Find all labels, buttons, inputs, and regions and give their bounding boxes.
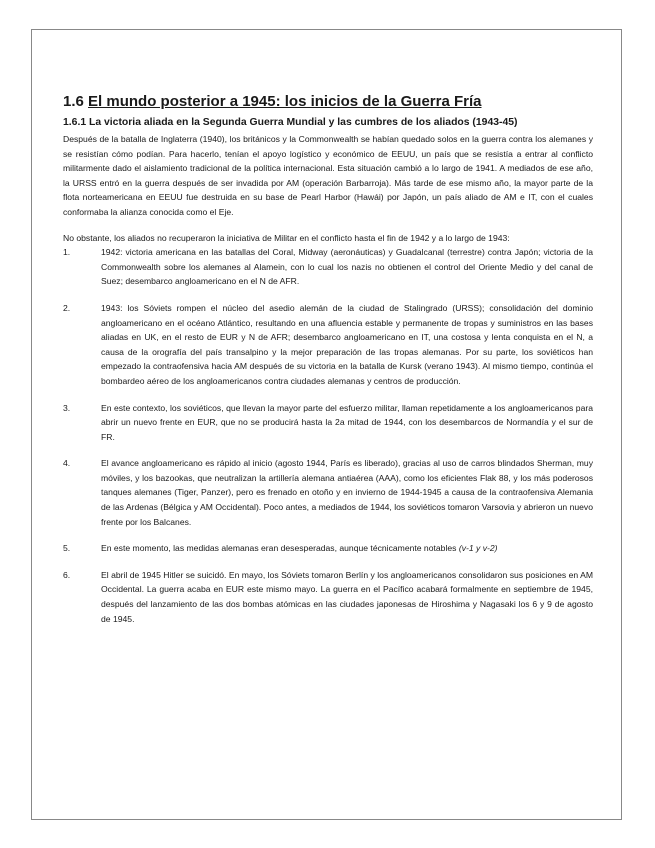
numbered-list bbox=[63, 245, 593, 626]
list-item-number: 6. bbox=[63, 569, 71, 580]
list-item-text: 1943: los Sóviets rompen el núcleo del asedio alemán de la ciudad de Stalingrado (URSS); consolidación del dominio angloamericano en el océano Atlántico, resultando en una afluencia estable y permanente de tropas y suministros en las bases aliadas en UK, en el resto de EUR y N de AFR; desembarco angloamericano en IT, una costosa y lenta conquista en el N, a causa de la orografía del país transalpino y la mejor preparación de las tropas alemanas. Por su parte, los soviéticos han empezado la contraofensiva hacia AM después de su victoria en la batalla de Kursk (verano 1943). Al mismo tiempo, continúa el bombardeo aéreo de los angloamericanos contra ciudades alemanas y centros de producción. bbox=[101, 302, 593, 386]
section-title: El mundo posterior a 1945: los inicios de la Guerra Fría bbox=[88, 93, 482, 110]
list-item-italic-text: (v-1 y v-2) bbox=[458, 543, 498, 554]
subsection-heading: 1.6.1 La victoria aliada en la Segunda Guerra Mundial y las cumbres de los aliados (1943-45) bbox=[63, 117, 518, 128]
intro-paragraph: Después de la batalla de Inglaterra (1940), los británicos y la Commonwealth se habían quedado solos en la guerra contra los alemanes y se resistían cómo podían. Para hacerlo, tenían el apoyo logístico y económico de EEUU, un país que se resistía a entrar al conflicto militarmente dado el aislamiento tradicional de la política internacional. Esta situación cambió a lo largo de 1941. A mediados de ese año, la URSS entró en la guerra después de ser invadida por AM (operación Barbarroja). Más tarde de ese mismo año, la mayor parte de la flota norteamericana en EEUU fue destruida en su base de Pearl Harbor (Hawái) por Japón, un país aliado de AM e IT, con el cuales conformaba la alianza conocida como el Eje. bbox=[63, 134, 593, 217]
list-item-number: 1. bbox=[63, 247, 71, 258]
list-item-number: 3. bbox=[63, 402, 71, 413]
list-item bbox=[63, 568, 593, 626]
list-item-text: En este contexto, los soviéticos, que llevan la mayor parte del esfuerzo militar, llaman repetidamente a los angloamericanos para abrir un nuevo frente en EUR, que no se producirá hasta la 2a mitad de 1944, con los desembarcos de Normandía y el sur de FR. bbox=[101, 402, 593, 442]
list-item bbox=[63, 301, 593, 389]
section-number: 1.6 bbox=[63, 93, 84, 110]
list-item bbox=[63, 401, 593, 445]
section-heading bbox=[63, 93, 593, 111]
list-item bbox=[63, 245, 593, 289]
list-item bbox=[63, 541, 593, 556]
list-item bbox=[63, 456, 593, 529]
list-item-text: En este momento, las medidas alemanas eran desesperadas, aunque técnicamente notables bbox=[101, 543, 459, 554]
document-content bbox=[63, 93, 593, 626]
list-item-text: El abril de 1945 Hitler se suicidó. En mayo, los Sóviets tomaron Berlín y los angloamericanos consolidaron sus posiciones en AM Occidental. La guerra acaba en EUR este mismo mayo. La guerra en el Pacífico acabará formalmente en septiembre de 1945, después del lanzamiento de las dos bombas atómicas en las ciudades japonesas de Hiroshima y Nagasaki los 6 y 9 de agosto de 1945. bbox=[101, 569, 593, 624]
second-paragraph: No obstante, los aliados no recuperaron la iniciativa de Militar en el conflicto hasta el fin de 1942 y a lo largo de 1943: bbox=[63, 232, 510, 243]
list-item-text: El avance angloamericano es rápido al inicio (agosto 1944, París es liberado), gracias al uso de carros blindados Sherman, muy móviles, y los bazookas, que neutralizan la artillería alemana antiaérea (AAA), como los eficientes Flak 88, y los más poderosos tanques alemanes (Tiger, Panzer), pero es frenado en otoño y en invierno de 1944-1945 a causa de la contraofensiva Alemania de las Ardenas (Bélgica y AM Occidental). Poco antes, a mediados de 1944, los soviéticos tomaron Varsovia y abrieron un nuevo frente por los Balcanes. bbox=[101, 458, 593, 527]
list-item-number: 2. bbox=[63, 302, 71, 313]
list-item-number: 4. bbox=[63, 458, 71, 469]
paragraph-spacer bbox=[63, 220, 593, 231]
list-item-text: 1942: victoria americana en las batallas del Coral, Midway (aeronáuticas) y Guadalcanal (terrestre) contra Japón; victoria de la Commonwealth sobre los alemanes al Alamein, con lo cual los nazis no obtienen el control del Oriente Medio y del canal de Suez; desembarco angloamericano en el N de AFR. bbox=[101, 247, 593, 287]
list-item-number: 5. bbox=[63, 543, 71, 554]
